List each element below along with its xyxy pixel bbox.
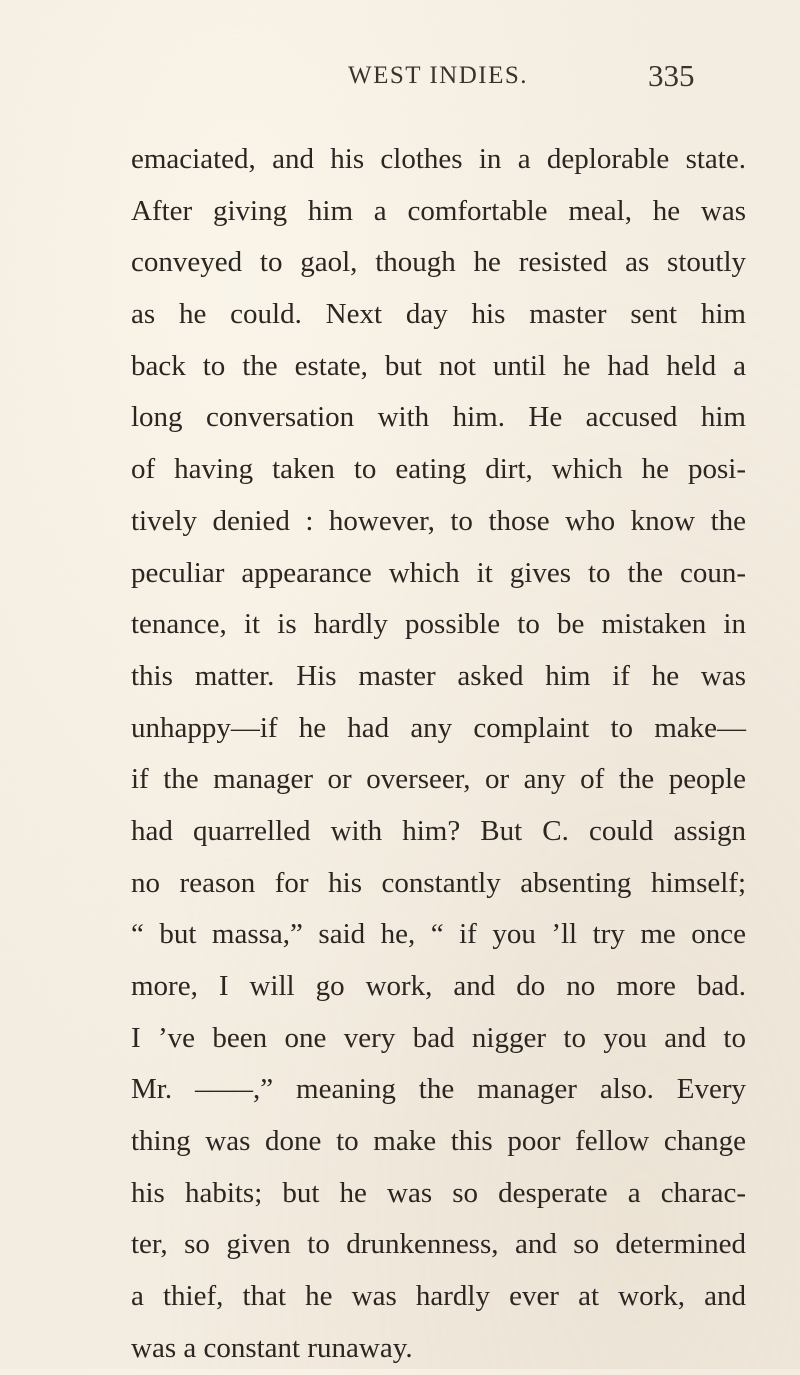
text-line: conveyed to gaol, though he resisted as stoutly: [131, 246, 746, 279]
text-line: Mr. ——,” meaning the manager also. Every: [131, 1073, 746, 1106]
text-line: a thief, that he was hardly ever at work, and: [131, 1280, 746, 1313]
running-head: [0, 58, 800, 98]
text-line: tenance, it is hardly possible to be mistaken in: [131, 608, 746, 641]
text-line: long conversation with him. He accused him: [131, 401, 746, 434]
text-line: his habits; but he was so desperate a charac-: [131, 1176, 746, 1209]
text-line: thing was done to make this poor fellow change: [131, 1125, 746, 1158]
text-line: as he could. Next day his master sent him: [131, 298, 746, 331]
running-title: WEST INDIES.: [348, 62, 529, 89]
text-line: was a constant runaway.: [131, 1331, 413, 1364]
text-line: more, I will go work, and do no more bad.: [131, 970, 746, 1002]
text-line: peculiar appearance which it gives to the coun-: [131, 556, 746, 589]
text-line: of having taken to eating dirt, which he posi-: [131, 453, 746, 486]
text-line: I ’ve been one very bad nigger to you and to: [131, 1021, 746, 1054]
page-number: 335: [648, 58, 695, 93]
text-line: emaciated, and his clothes in a deplorable state.: [131, 143, 746, 175]
text-line: “ but massa,” said he, “ if you ’ll try me once: [131, 918, 746, 951]
text-line: After giving him a comfortable meal, he was: [131, 194, 746, 227]
text-line: unhappy—if he had any complaint to make—: [131, 711, 746, 744]
text-line: tively denied : however, to those who know the: [131, 504, 746, 537]
text-line: ter, so given to drunkenness, and so determined: [131, 1228, 746, 1261]
body-text: [131, 134, 746, 1375]
text-line: if the manager or overseer, or any of the people: [131, 763, 746, 796]
text-line: had quarrelled with him? But C. could assign: [131, 814, 746, 847]
text-line: back to the estate, but not until he had held a: [131, 349, 746, 382]
text-line: no reason for his constantly absenting himself;: [131, 866, 746, 899]
text-line: this matter. His master asked him if he was: [131, 659, 746, 692]
